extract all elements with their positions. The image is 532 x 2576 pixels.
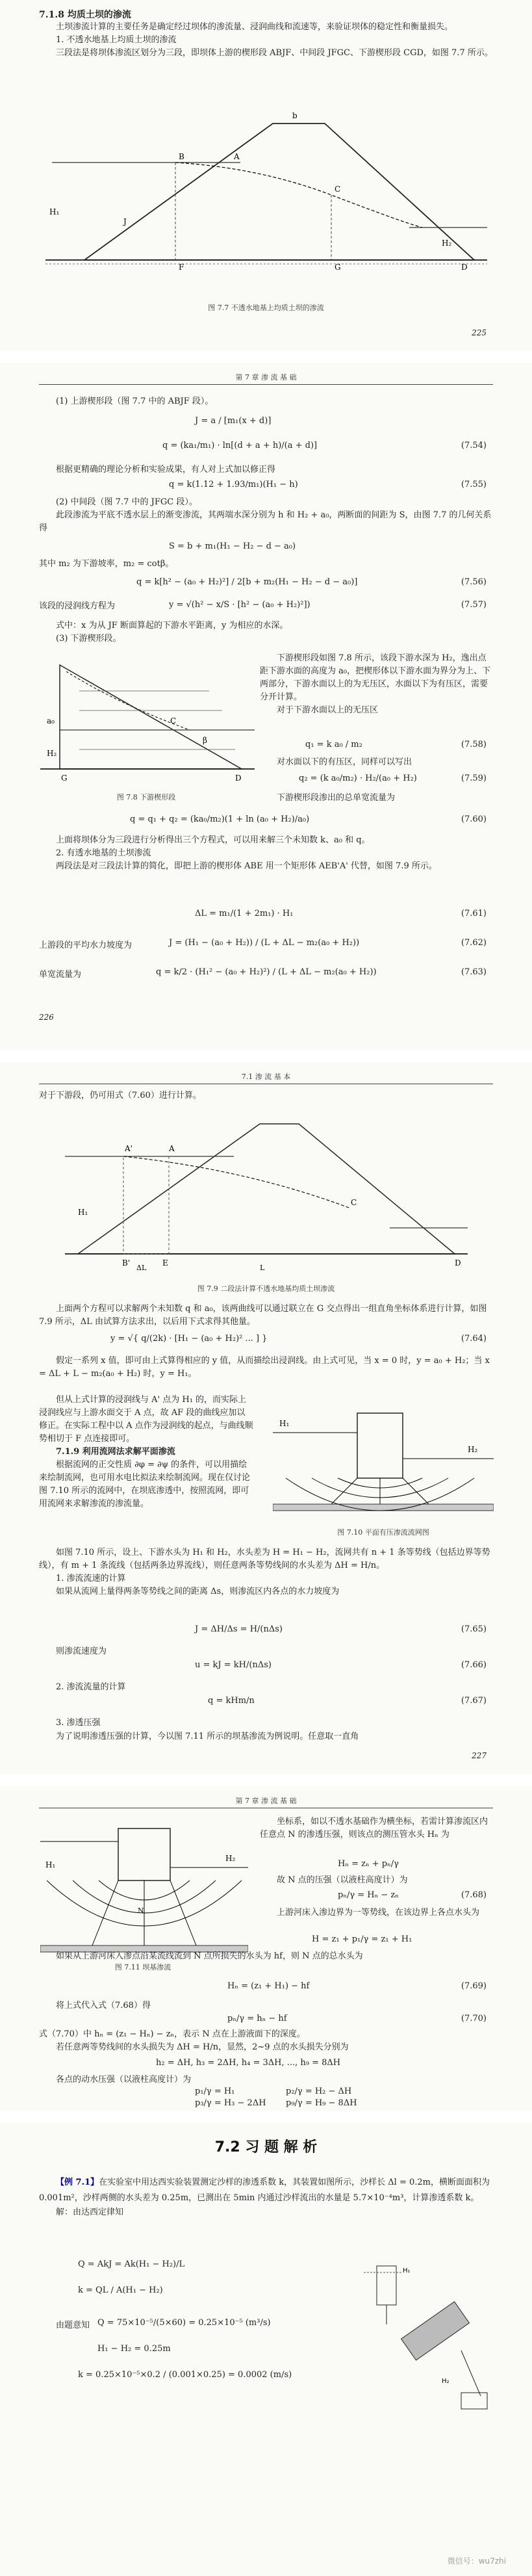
equation: pₙ/γ = hₙ − hf [227, 2014, 287, 2023]
equation-number: (7.67) [461, 1696, 487, 1706]
paragraph: 如果从上游河床入渗点沿某流线流到 N 点所损失的水头为 hf，则 N 点的总水头为 [56, 1951, 363, 1961]
svg-text:H₂: H₂ [442, 2378, 450, 2385]
equation: p₁/γ = H₁ [195, 2087, 235, 2096]
page-228 [0, 1786, 532, 2111]
equation-number: (7.61) [461, 909, 487, 918]
figure-7-7 [45, 98, 487, 293]
svg-text:H₁: H₁ [78, 1208, 88, 1217]
equation: ΔL = m₁/(1 + 2m₁) · H₁ [195, 909, 294, 918]
paragraph: 如图 7.10 所示，设上、下游水头为 H₁ 和 H₂，水头差为 H = H₁ − H₂，流网共有 n + 1 条等势线（包括边界等势线），有 m + 1 条流线（包括两条边界流线），则任意两条等势线间的水头差为 ΔH = H/n。 [39, 1548, 490, 1570]
equation: H = z₁ + p₁/γ = z₁ + H₁ [312, 1934, 412, 1944]
svg-text:G: G [61, 774, 68, 783]
svg-text:H₂: H₂ [225, 1854, 236, 1863]
svg-text:C: C [351, 1198, 357, 1207]
svg-text:F: F [179, 263, 184, 272]
paragraph: 其中 m₂ 为下游坡率，m₂ = cotβ。 [39, 559, 174, 569]
paragraph: 下游楔形段如图 7.8 所示，该段下游水深为 H₂，逸出点距下游水面的高度为 a₀，把楔形体以下游水面为界分为上、下两部分，下游水面以上的为无压区，水面以下为有压区，需要分开计算。 [260, 653, 491, 702]
paragraph: 根据流网的正交性质 ∂φ = ∂ψ 的条件，可以用描绘来绘制流网，也可用水电比拟法来绘制流网。现在仅讨论图 7.10 所示的流网中，在坝底渗透中，按照流网，即可用流网来求解渗流的渗流量。 [39, 1460, 251, 1509]
example-paragraph [39, 2175, 493, 2206]
darcy-apparatus-figure [364, 2253, 494, 2415]
page-227 [0, 1062, 532, 1775]
paragraph: 若任意两等势线间的水头损失为 ΔH = H/n，显然，2~9 点的水头损失分别为 [56, 2042, 349, 2052]
page-gap [0, 1050, 532, 1062]
paragraph: 式中：x 为从 JF 断面算起的下游水平距离，y 为相应的水深。 [56, 621, 288, 631]
figure-caption: 图 7.11 坝基渗流 [114, 1963, 171, 1971]
svg-text:H₂: H₂ [468, 1445, 478, 1454]
equation: q = k[h² − (a₀ + H₂)²] / 2[b + m₂(H₁ − H₂ − d − a₀)] [136, 577, 358, 587]
svg-text:B': B' [122, 1258, 131, 1268]
paragraph: 上面将坝体分为三段进行分析得出三个方程式，可以用来解三个未知数 k、a₀ 和 q。 [56, 835, 370, 845]
equation-number: (7.59) [461, 774, 487, 783]
equation: Hₙ = zₙ + pₙ/γ [338, 1859, 399, 1869]
equation: S = b + m₁(H₁ − H₂ − d − a₀) [169, 541, 296, 551]
page-gap [0, 1775, 532, 1786]
svg-text:A: A [234, 152, 240, 161]
equation-number: (7.56) [461, 577, 487, 587]
svg-text:b: b [292, 111, 298, 120]
svg-text:H₁: H₁ [45, 1860, 56, 1869]
page-gap [0, 351, 532, 363]
paragraph: 各点的动水压强（以液柱高度计）为 [56, 2075, 192, 2085]
equation-number: (7.66) [461, 1660, 487, 1670]
paragraph: 对于下游段，仍可用式（7.60）进行计算。 [39, 1091, 201, 1100]
equation-number: (7.65) [461, 1624, 487, 1634]
equation-number: (7.69) [461, 1981, 487, 1991]
list-item: (1) 上游楔形段（图 7.7 中的 ABJF 段）。 [56, 397, 214, 406]
figure-7-8 [40, 652, 255, 788]
equation: Hₙ = (z₁ + H₁) − hf [227, 1981, 310, 1991]
equation: q = (ka₁/m₁) · ln[(d + a + h)/(a + d)] [162, 441, 318, 450]
svg-text:H₁: H₁ [279, 1419, 290, 1428]
figure-7-11 [40, 1815, 248, 1958]
equation-number: (7.60) [461, 814, 487, 824]
page-exercises [0, 2123, 532, 2576]
equation: p₉/γ = H₉ − 8ΔH [286, 2098, 357, 2108]
paragraph: 三段法是将坝体渗流区划分为三段，即坝体上游的楔形段 ABJF、中间段 JFGC、下游楔形段 CGD，如图 7.7 所示。 [56, 48, 493, 58]
page-226 [0, 363, 532, 1050]
page-number: 226 [39, 1013, 54, 1022]
equation-number: (7.57) [461, 600, 487, 610]
equation: k = 0.25×10⁻⁵×0.2 / (0.001×0.25) = 0.0002 (m/s) [78, 2370, 292, 2380]
watermark: 微信号：wu7zhi [447, 2556, 506, 2566]
paragraph: 解：由达西定律知 [56, 2207, 124, 2217]
svg-text:H₂: H₂ [442, 239, 452, 248]
figure-7-9 [65, 1111, 468, 1273]
paragraph: 上游河床入渗边界为一等势线，在该边界上各点水头为 [277, 1908, 480, 1918]
paragraph: 式（7.70）中 hₙ = (z₁ − Hₙ) − zₙ，表示 N 点在上游液面下的深度。 [39, 2029, 305, 2039]
equation: k = QL / A(H₁ − H₂) [78, 2285, 163, 2295]
equation: q₂ = (k a₀/m₂) · H₂/(a₀ + H₂) [299, 774, 417, 783]
svg-text:ΔL: ΔL [136, 1264, 147, 1272]
paragraph: 坐标系，如以不透水基础作为横坐标，若需计算渗流区内任意点 N 的渗透压强，则该点的测压管水头 Hₙ 为 [260, 1817, 488, 1840]
equation: pₙ/γ = Hₙ − zₙ [338, 1890, 399, 1900]
running-header: 7.1 渗 流 基 本 [39, 1071, 493, 1084]
svg-text:A': A' [125, 1144, 133, 1153]
equation-number: (7.68) [461, 1890, 487, 1900]
subsection-title: 1. 不透水地基上均质土坝的渗流 [56, 35, 177, 45]
paragraph: 下游楔形段渗出的总单宽流量为 [277, 793, 396, 803]
paragraph: 两段法是对三段法计算的简化，即把上游的楔形体 ABE 用一个矩形体 AEB'A' 代替，如图 7.9 所示。 [56, 861, 437, 871]
equation: q = k/2 · (H₁² − (a₀ + H₂)²) / (L + ΔL − m₂(a₀ + H₂)) [156, 967, 377, 977]
paragraph: 为了说明渗透压强的计算，今以图 7.11 所示的坝基渗流为例说明。任意取一直角 [56, 1732, 359, 1741]
running-header: 第 7 章 渗 流 基 础 [39, 372, 493, 385]
paragraph: 上面两个方程可以求解两个未知数 q 和 a₀，该两曲线可以通过联立在 G 交点得出一组直角坐标体系进行计算，如图 7.9 所示，ΔL 由试算方法求出，以后用下式求得其他量。 [39, 1304, 487, 1327]
paragraph: 土坝渗流计算的主要任务是确定经过坝体的渗流量、浸润曲线和流速等，来验证坝体的稳定性和衡量损失。 [56, 22, 453, 32]
svg-text:D: D [455, 1258, 461, 1268]
svg-text:G: G [335, 263, 341, 272]
section-title: 7.2 习 题 解 析 [214, 2139, 318, 2155]
equation-label: 由题意知 [56, 2321, 90, 2330]
equation: q = k(1.12 + 1.93/m₁)(H₁ − h) [169, 480, 298, 489]
section-title: 7.1.8 均质土坝的渗流 [39, 10, 131, 20]
svg-text:A: A [169, 1144, 175, 1153]
equation: y = √(h² − x/S · [h² − (a₀ + H₂)²]) [169, 600, 310, 610]
svg-text:B: B [179, 152, 184, 161]
svg-text:C: C [335, 185, 341, 194]
equation: q = q₁ + q₂ = (ka₀/m₂)(1 + ln (a₀ + H₂)/a₀) [130, 814, 310, 824]
equation-number: (7.62) [461, 938, 487, 948]
paragraph: 对水面以下的有压区，同样可以写出 [277, 757, 412, 767]
section-title: 7.1.9 利用流网法求解平面渗流 [56, 1447, 175, 1457]
list-item: 2. 渗流流量的计算 [56, 1682, 126, 1692]
paragraph: 此段渗流为平底不透水层上的渐变渗流，其两端水深分别为 h 和 H₂ + a₀，两断面的间距为 S，由图 7.7 的几何关系得 [39, 510, 492, 533]
paragraph: 将上式代入式（7.68）得 [56, 2001, 151, 2010]
svg-text:D: D [235, 774, 242, 783]
paragraph: 根据更精确的理论分析和实验成果，有人对上式加以修正得 [56, 465, 276, 475]
example-tag: 【例 7.1】 [56, 2178, 99, 2187]
equation: J = ΔH/Δs = H/(nΔs) [195, 1624, 283, 1634]
equation-number: (7.58) [461, 740, 487, 749]
figure-caption: 图 7.7 不透水地基上均质土坝的渗流 [208, 304, 324, 312]
equation: J = (H₁ − (a₀ + H₂)) / (L + ΔL − m₂(a₀ + H₂)) [169, 938, 360, 948]
equation-number: (7.55) [461, 480, 487, 489]
svg-text:β: β [203, 736, 207, 745]
page-gap [0, 2111, 532, 2123]
paragraph: 假定一系列 x 值，即可由上式算得相应的 y 值，从而描绘出浸润线。由上式可见，当 x = 0 时，y = a₀ + H₂；当 x = ΔL + L − m₂(a₀ + H₂) 时，y = H₁。 [39, 1356, 490, 1379]
equation: q₁ = k a₀ / m₂ [305, 740, 362, 749]
svg-text:C: C [170, 716, 177, 725]
equation: p₃/γ = H₃ − 2ΔH [195, 2098, 266, 2108]
equation: y = √{ q/(2k) · [H₁ − (a₀ + H₂)² ... ] } [110, 1334, 268, 1344]
equation: H₁ − H₂ = 0.25m [97, 2344, 171, 2354]
figure-caption: 图 7.8 下游楔形段 [116, 793, 176, 801]
subsection-title: 2. 有透水地基的土坝渗流 [56, 848, 151, 858]
paragraph: 但从上式计算的浸润线与 A' 点为 H₁ 的，而实际上浸润线应与上游水面交于 A 点，故 AF 段的曲线应加以修正。在实际工程中以 A 点作为浸润线的起点，与曲线顺势相切于 F 点连接即可。 [39, 1395, 253, 1444]
figure-caption: 图 7.9 二段法计算不透水地基均质土坝渗流 [197, 1284, 335, 1293]
equation-number: (7.63) [461, 967, 487, 977]
svg-text:a₀: a₀ [47, 716, 55, 725]
paragraph: 对于下游水面以上的无压区 [277, 705, 379, 715]
page-number: 225 [472, 328, 487, 337]
paragraph: 该段的浸润线方程为 [39, 601, 116, 611]
example-text: 在实验室中用达西实验装置测定沙样的渗透系数 k，其装置如图所示，沙样长 Δl = 0.2m，横断面面积为 0.001m²，沙样两侧的水头差为 0.25m，已测出在 5min 内通过沙样流出的水量是 5.7×10⁻⁴m³，计算渗透系数 k。 [39, 2178, 490, 2203]
equation-label: 单宽流量为 [39, 970, 82, 980]
paragraph: 如果从流网上量得两条等势线之间的距离 Δs，则渗流区内各点的水力坡度为 [56, 1587, 340, 1596]
running-header: 第 7 章 渗 流 基 础 [39, 1795, 493, 1808]
list-item: (3) 下游楔形段。 [56, 634, 121, 644]
equation: Q = AkJ = Ak(H₁ − H₂)/L [78, 2259, 185, 2269]
equation: q = kHm/n [208, 1696, 255, 1706]
svg-text:E: E [162, 1258, 168, 1268]
svg-text:D: D [461, 263, 468, 272]
svg-text:N: N [138, 1906, 144, 1915]
svg-text:H₁: H₁ [49, 207, 60, 216]
equation: J = a / [m₁(x + d)] [195, 416, 272, 426]
svg-text:H₂: H₂ [47, 749, 57, 758]
list-item: 1. 渗流流速的计算 [56, 1574, 126, 1583]
equation-label: 上游段的平均水力坡度为 [39, 941, 133, 950]
list-item: 3. 渗透压强 [56, 1718, 101, 1728]
page-225 [0, 0, 532, 351]
equation-number: (7.70) [461, 2014, 487, 2023]
equation: u = kJ = kH/(nΔs) [195, 1660, 272, 1670]
figure-caption: 图 7.10 平面有压渗流流网图 [337, 1528, 429, 1537]
equation-number: (7.54) [461, 441, 487, 450]
equation-number: (7.64) [461, 1334, 487, 1344]
equation: h₂ = ΔH, h₃ = 2ΔH, h₄ = 3ΔH, ..., h₉ = 8ΔH [156, 2058, 341, 2068]
paragraph: 故 N 点的压强（以液柱高度计）为 [277, 1875, 408, 1885]
svg-text:J: J [123, 217, 127, 226]
list-item: (2) 中间段（图 7.7 中的 JFGC 段）。 [56, 497, 197, 507]
figure-7-10 [273, 1394, 494, 1524]
svg-text:H₁: H₁ [403, 2267, 411, 2274]
equation: Q = 75×10⁻⁵/(5×60) = 0.25×10⁻⁵ (m³/s) [97, 2318, 271, 2328]
equation-label: 则渗流速度为 [56, 1646, 107, 1656]
equation: p₂/γ = H₂ − ΔH [286, 2087, 352, 2096]
svg-text:L: L [260, 1264, 265, 1272]
page-number: 227 [472, 1751, 487, 1760]
